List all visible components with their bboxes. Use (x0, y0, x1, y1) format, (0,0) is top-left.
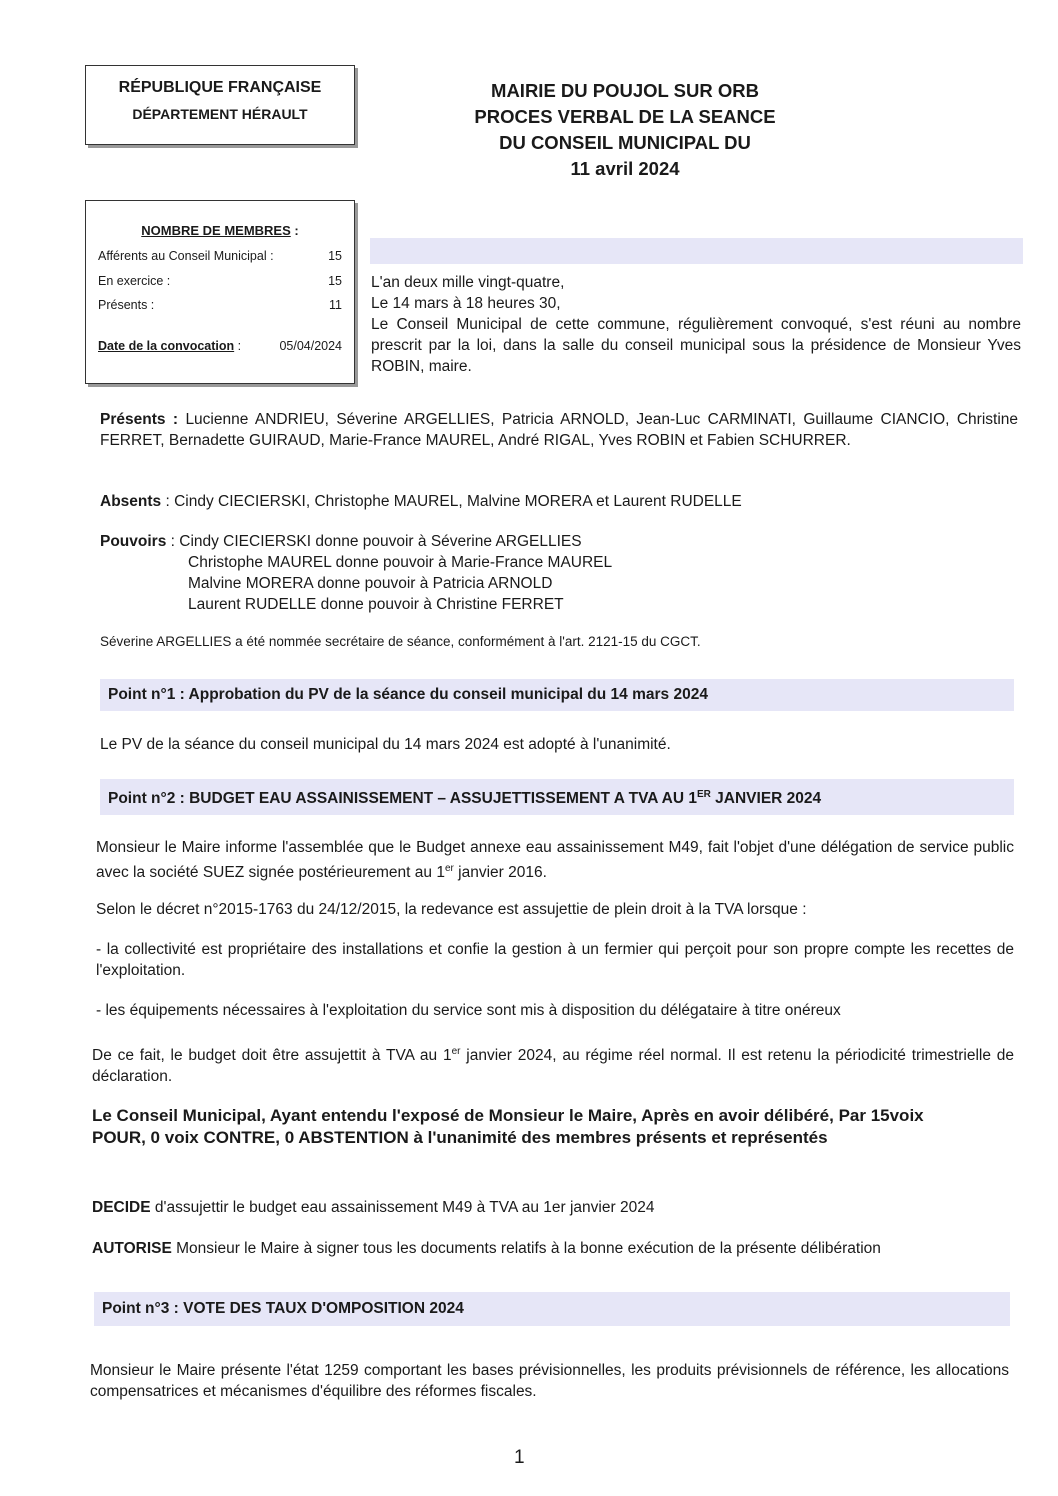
document-title (400, 78, 850, 182)
convocation-row: Date de la convocation : 05/04/2024 (98, 339, 342, 353)
title-line-1: MAIRIE DU POUJOL SUR ORB (491, 80, 759, 101)
point2-title: Point n°2 : BUDGET EAU ASSAINISSEMENT – ASSUJETTISSEMENT A TVA AU 1ER JANVIER 2024 (100, 779, 1014, 815)
point1-title: Point n°1 : Approbation du PV de la séance du conseil municipal du 14 mars 2024 (100, 679, 1014, 711)
republique-label: RÉPUBLIQUE FRANÇAISE (118, 79, 322, 96)
presents-label: Présents : (100, 411, 179, 428)
pouvoirs-label: Pouvoirs (100, 533, 167, 550)
title-line-3: DU CONSEIL MUNICIPAL DU (499, 132, 751, 153)
members-row-exercice: En exercice : 15 (98, 274, 342, 288)
pouvoirs-paragraph: Pouvoirs : Cindy CIECIERSKI donne pouvoir à Séverine ARGELLIES Christophe MAUREL donne pouvoir à Marie-France MAUREL Malvine MORERA donne pouvoir à Patricia ARNOLD Laurent RUDELLE donne pouvoir à Christine FERRET (100, 533, 613, 613)
secretaire-note: Séverine ARGELLIES a été nommée secrétaire de séance, conformément à l'art. 2121-15 du CGCT. (100, 634, 701, 649)
members-heading-colon: : (290, 223, 299, 238)
title-line-2: PROCES VERBAL DE LA SEANCE (474, 106, 776, 127)
point2-paragraph-3: De ce fait, le budget doit être assujettit à TVA au 1er janvier 2024, au régime réel normal. Il est retenu la périodicité trimestrielle de déclaration. (92, 1046, 1014, 1086)
republique-box (85, 65, 355, 145)
title-line-4: 11 avril 2024 (570, 158, 680, 179)
point2-paragraph-1: Monsieur le Maire informe l'assemblée que le Budget annexe eau assainissement M49, fait l'objet d'une délégation de service public avec la société SUEZ signée postérieurement au 1er janvier 2016. (96, 839, 1014, 882)
absents-paragraph: Absents : Cindy CIECIERSKI, Christophe MAUREL, Malvine MORERA et Laurent RUDELLE (100, 493, 742, 510)
members-box (85, 200, 355, 384)
point3-title: Point n°3 : VOTE DES TAUX D'OMPOSITION 2024 (94, 1292, 1010, 1326)
point2-bullet-1: - la collectivité est propriétaire des installations et confie la gestion à un fermier qui perçoit pour son propre compte les recettes de l'exploitation. (96, 941, 1014, 979)
members-row-presents: Présents : 11 (98, 298, 342, 312)
point2-autorise: AUTORISE Monsieur le Maire à signer tous les documents relatifs à la bonne exécution de la présente délibération (92, 1240, 881, 1257)
point2-paragraph-2: Selon le décret n°2015-1763 du 24/12/2015, la redevance est assujettie de plein droit à la TVA lorsque : (96, 901, 807, 918)
members-heading: NOMBRE DE MEMBRES (141, 223, 291, 238)
convocation-date: 05/04/2024 (279, 339, 342, 353)
point2-bullet-2: - les équipements nécessaires à l'exploitation du service sont mis à disposition du délégataire à titre onéreux (96, 1002, 841, 1019)
presents-paragraph: Présents : Lucienne ANDRIEU, Séverine ARGELLIES, Patricia ARNOLD, Jean-Luc CARMINATI, Guillaume CIANCIO, Christine FERRET, Bernadette GUIRAUD, Marie-France MAUREL, André RIGAL, Yves ROBIN et Fabien SCHURRER. (100, 411, 1018, 449)
page-number: 1 (514, 1447, 525, 1468)
point2-vote: Le Conseil Municipal, Ayant entendu l'exposé de Monsieur le Maire, Après en avoir délibéré, Par 15voix POUR, 0 voix CONTRE, 0 ABSTENTION à l'unanimité des membres présents et représentés (92, 1106, 924, 1147)
departement-label: DÉPARTEMENT HÉRAULT (132, 106, 308, 122)
absents-label: Absents (100, 493, 162, 510)
members-row-afferents: Afférents au Conseil Municipal : 15 (98, 249, 342, 263)
point2-decide: DECIDE d'assujettir le budget eau assainissement M49 à TVA au 1er janvier 2024 (92, 1199, 655, 1216)
intro-text: L'an deux mille vingt-quatre, Le 14 mars à 18 heures 30, Le Conseil Municipal de cette commune, régulièrement convoqué, s'est réuni au nombre prescrit par la loi, dans la salle du conseil municipal sous la présidence de Monsieur Yves ROBIN, maire. (371, 274, 1021, 375)
point3-text: Monsieur le Maire présente l'état 1259 comportant les bases prévisionnelles, les produits prévisionnels de référence, les allocations compensatrices et mécanismes d'équilibre des réformes fiscales. (90, 1362, 1009, 1400)
point1-text: Le PV de la séance du conseil municipal du 14 mars 2024 est adopté à l'unanimité. (100, 736, 671, 753)
convocation-label: Date de la convocation (98, 339, 235, 353)
intro-shade-bar (370, 238, 1023, 264)
